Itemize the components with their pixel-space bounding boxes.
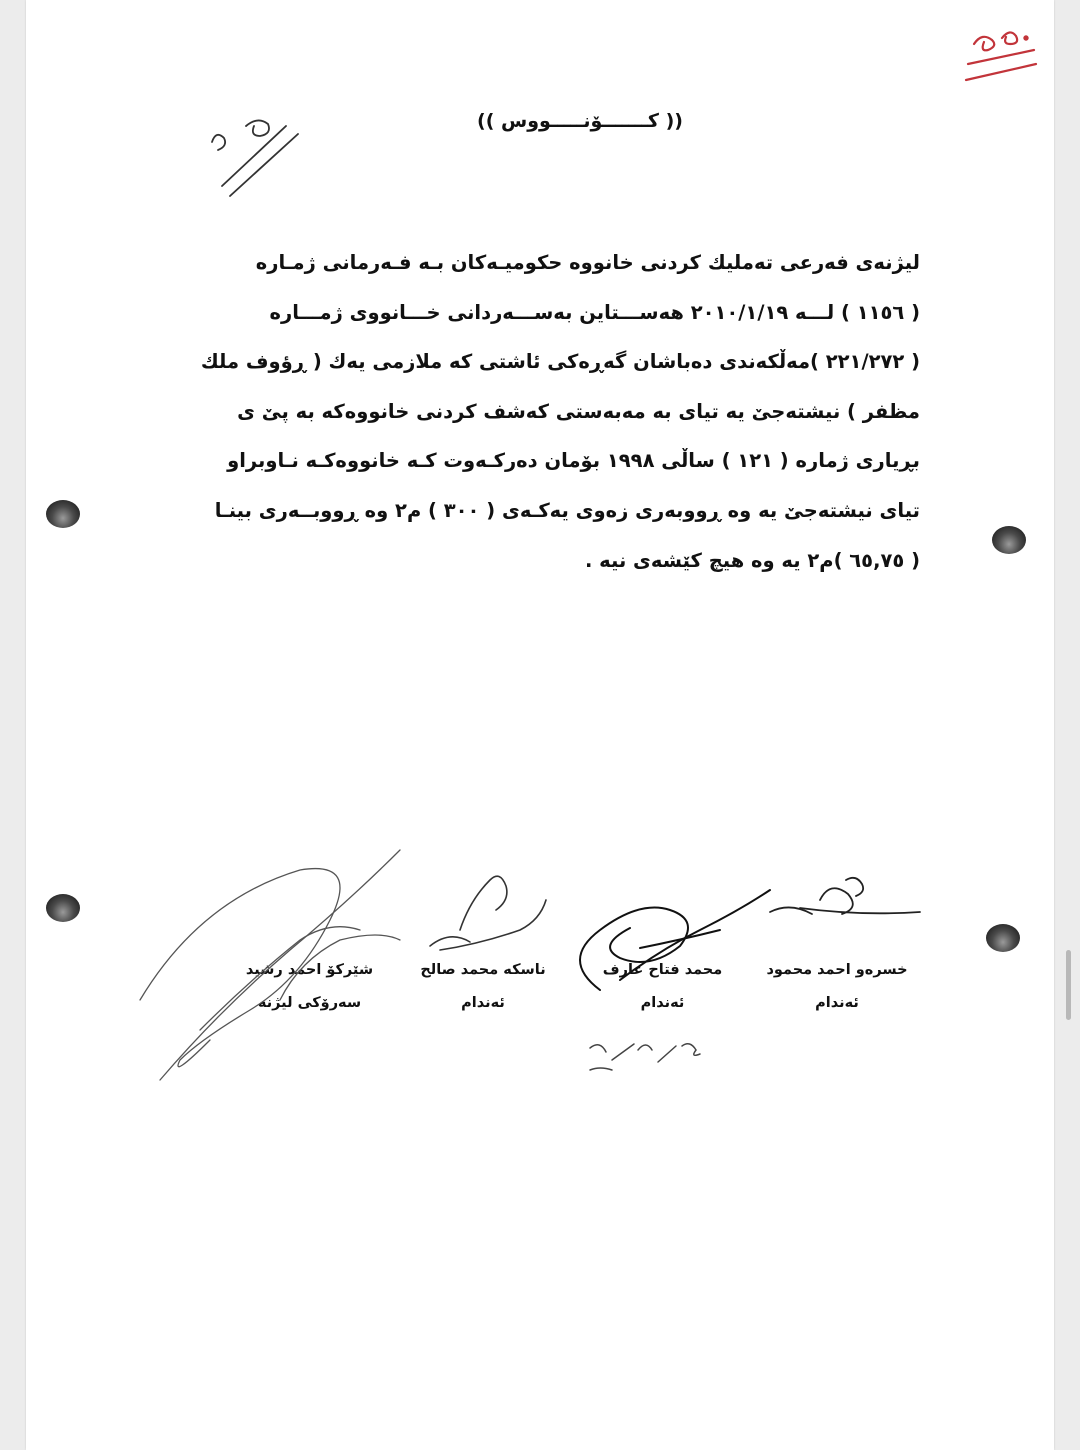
signatory-name: شێركۆ احمد رشید bbox=[245, 962, 374, 978]
punch-hole-right-upper bbox=[992, 526, 1026, 554]
signatory-role: سەرۆكی لیژنە bbox=[257, 995, 362, 1011]
signatory-name: خسرەو احمد محمود bbox=[766, 962, 908, 978]
body-line: مظفر ) نیشتەجێ یە تیای بە مەبەستی كەشف كردنی خانووەكە بە پێ ی bbox=[237, 399, 920, 423]
document-body bbox=[200, 238, 920, 585]
body-line: ( ١١٥٦ ) لـــە ٢٠١٠/١/١٩ هەســـتاین بەســـەردانی خـــانووی ژمـــارە bbox=[269, 300, 920, 324]
punch-hole-left-lower bbox=[46, 894, 80, 922]
signatory-3 bbox=[408, 962, 558, 1011]
signatory-role: ئەندام bbox=[815, 995, 859, 1011]
body-line: ( ٢٢١/٢٧٢ )مەڵكەندی دەباشان گەڕەكی ئاشتی كە ملازمی یەك ( ڕؤوف ملك bbox=[200, 350, 920, 374]
body-line: تیای نیشتەجێ یە وە ڕووبەری زەوی یەكـەی ( ٣٠٠ ) م٢ وە ڕووبــەری بینـا bbox=[214, 498, 920, 522]
signatory-name: ناسكە محمد صالح bbox=[420, 962, 546, 978]
document-page bbox=[26, 0, 1054, 1450]
signatory-role: ئەندام bbox=[461, 995, 505, 1011]
signatory-role: ئەندام bbox=[640, 995, 685, 1011]
body-line: ( ٦٥,٧٥ )م٢ یە وە هیچ كێشەی نیە . bbox=[584, 548, 920, 572]
signatory-1 bbox=[762, 962, 912, 1011]
signatory-4 bbox=[232, 962, 387, 1011]
signatory-name: محمد فتاح عارف bbox=[602, 962, 723, 978]
scrollbar-thumb[interactable] bbox=[1066, 950, 1071, 1020]
body-line: بڕیاری ژمارە ( ١٢١ ) ساڵی ١٩٩٨ بۆمان دەركـەوت كـە خانووەكـە نـاوبراو bbox=[227, 449, 920, 473]
punch-hole-right-lower bbox=[986, 924, 1020, 952]
document-title: (( كـــــــۆنـــــووس )) bbox=[477, 110, 683, 132]
punch-hole-left-upper bbox=[46, 500, 80, 528]
signatory-2 bbox=[590, 962, 735, 1011]
body-line: لیژنەی فەرعی تەملیك كردنی خانووە حكومیـەكان بـە فـەرمانی ژمـارە bbox=[255, 251, 920, 274]
